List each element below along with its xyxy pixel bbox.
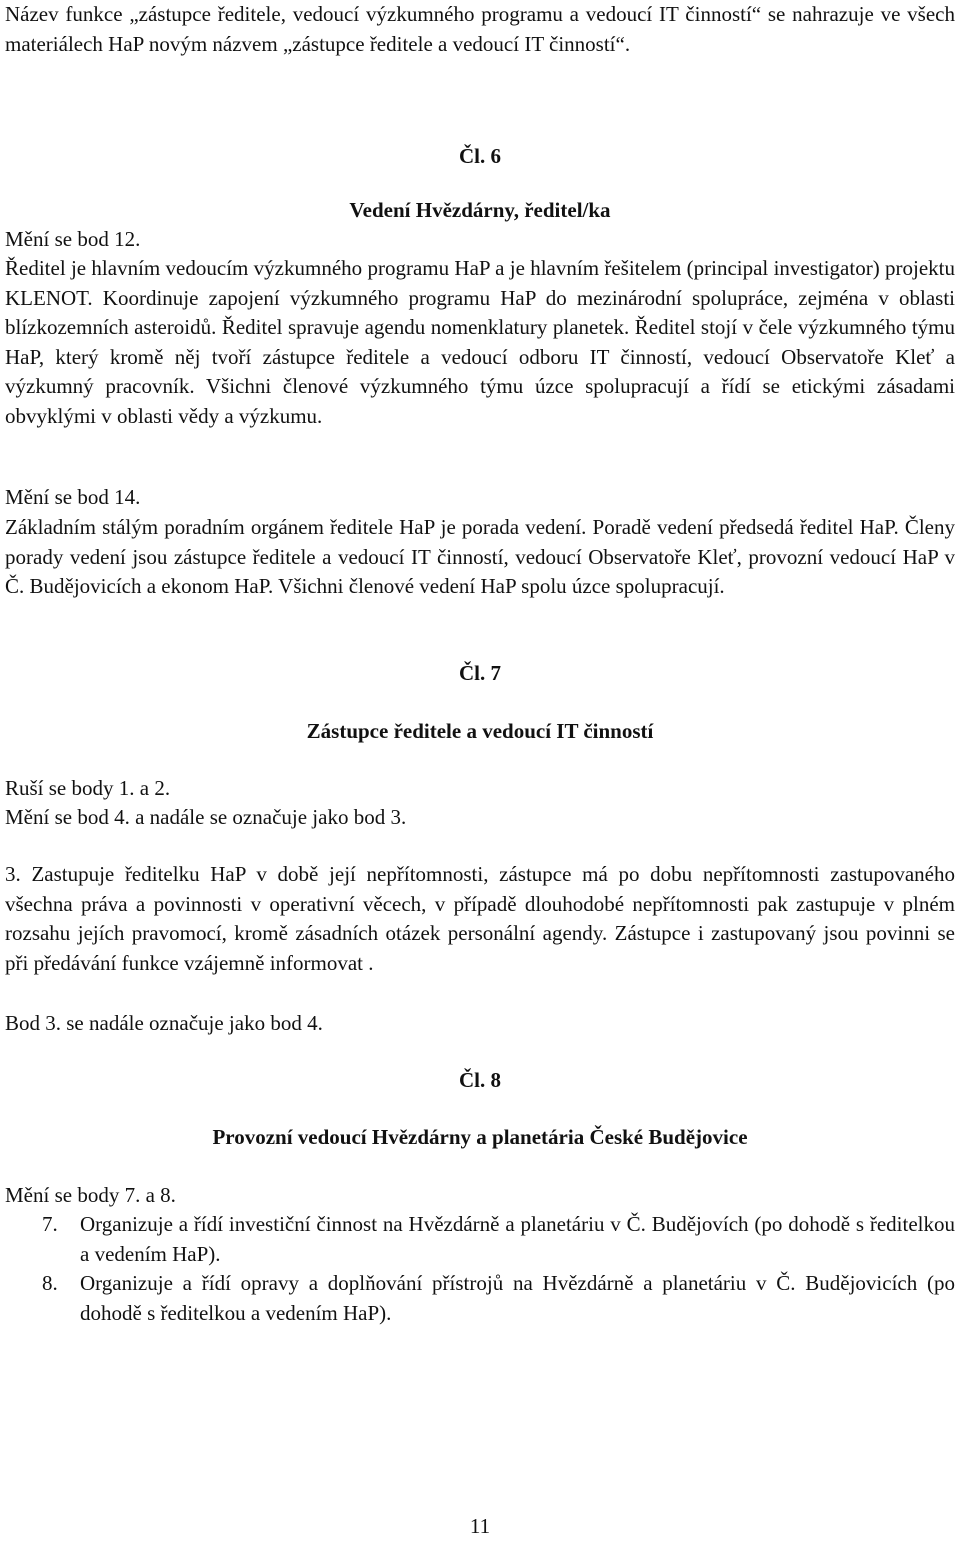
list-item-number: 8. [42, 1271, 58, 1295]
article-7-change: Mění se bod 4. a nadále se označuje jako bod 3. [5, 805, 407, 829]
intro-paragraph: Název funkce „zástupce ředitele, vedoucí výzkumného programu a vedoucí IT činností“ se nahrazuje ve všech materiálech HaP novým názvem „zástupce ředitele a vedoucí IT činností“. [5, 2, 955, 56]
article-8-heading: Čl. 8 [459, 1068, 501, 1092]
article-7-renumber: Bod 3. se nadále označuje jako bod 4. [5, 1011, 323, 1035]
list-item-number: 7. [42, 1212, 58, 1236]
article-6-change-14: Mění se bod 14. [5, 485, 141, 509]
article-7-heading: Čl. 7 [459, 661, 501, 685]
article-6-title: Vedení Hvězdárny, ředitel/ka [349, 198, 611, 222]
list-item-text: Organizuje a řídí investiční činnost na Hvězdárně a planetáriu v Č. Budějovích (po dohodě s ředitelkou a vedením HaP). [80, 1212, 955, 1266]
list-item-text: Organizuje a řídí opravy a doplňování přístrojů na Hvězdárně a planetáriu v Č. Budějovicích (po dohodě s ředitelkou a vedením HaP). [80, 1271, 955, 1325]
article-7-cancel: Ruší se body 1. a 2. [5, 776, 171, 800]
article-7-paragraph-3: 3. Zastupuje ředitelku HaP v době její nepřítomnosti, zástupce má po dobu nepřítomnosti zastupovaného všechna práva a povinnosti v operativní věcech, v případě dlouhodobé nepřítomnosti pak zastupuje v plném rozsahu jejích pravomocí, kromě zásadních otázek personální agendy. Zástupce i zastupovaný jsou povinni se při předávání funkce vzájemně informovat . [5, 862, 955, 975]
article-6-paragraph-12: Ředitel je hlavním vedoucím výzkumného programu HaP a je hlavním řešitelem (principal investigator) projektu KLENOT. Koordinuje zapojení výzkumného programu HaP do mezinárodní spolupráce, zejména v oblasti blízkozemních asteroidů. Ředitel spravuje agendu nomenklatury planetek. Ředitel stojí v čele výzkumného týmu HaP, který kromě něj tvoří zástupce ředitele a vedoucí odboru IT činností, vedoucí Observatoře Kleť a výzkumný pracovník. Všichni členové výzkumného týmu úzce spolupracují a řídí se etickými zásadami obvyklými v oblasti vědy a výzkumu. [5, 256, 955, 428]
page-number: 11 [469, 1514, 491, 1538]
list-item [5, 1210, 955, 1269]
article-8-list [5, 1210, 955, 1328]
article-8-title: Provozní vedoucí Hvězdárny a planetária České Budějovice [212, 1125, 748, 1149]
article-6-heading: Čl. 6 [459, 144, 501, 168]
list-item [5, 1269, 955, 1328]
article-6-paragraph-14: Základním stálým poradním orgánem ředitele HaP je porada vedení. Poradě vedení předsedá ředitel HaP. Členy porady vedení jsou zástupce ředitele a vedoucí IT činností, vedoucí Observatoře Kleť, provozní vedoucí HaP v Č. Budějovicích a ekonom HaP. Všichni členové vedení HaP spolu úzce spolupracují. [5, 515, 955, 598]
article-7-title: Zástupce ředitele a vedoucí IT činností [306, 719, 654, 743]
article-8-change: Mění se body 7. a 8. [5, 1183, 176, 1207]
article-6-change-12: Mění se bod 12. [5, 227, 141, 251]
